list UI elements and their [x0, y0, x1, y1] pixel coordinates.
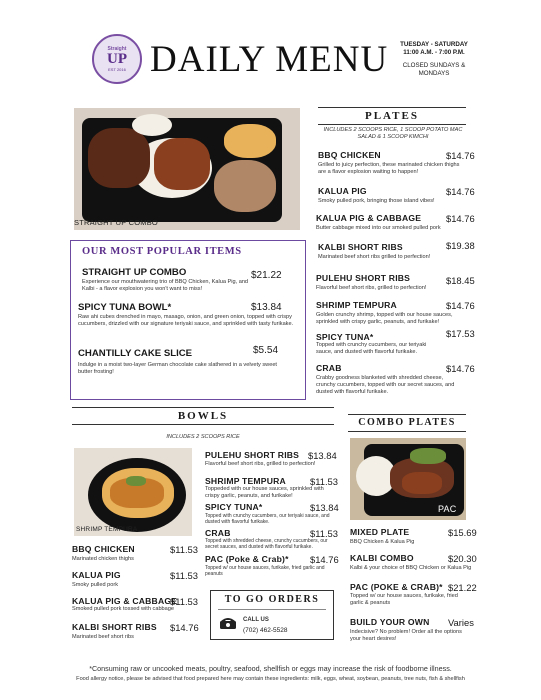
combo-item-desc: BBQ Chicken & Kalua Pig [350, 539, 415, 545]
plate-item-name: SHRIMP TEMPURA [316, 300, 397, 310]
combo-heading: COMBO PLATES [358, 417, 456, 428]
hero-photo [74, 108, 300, 230]
plates-rule-bottom [318, 124, 466, 125]
bowl-item-price: $13.84 [310, 502, 339, 513]
bowl-item-price: $14.76 [310, 554, 339, 565]
combo-item-price: $21.22 [448, 582, 477, 593]
bowl-item-name: PAC (Poke & Crab)* [205, 554, 289, 564]
bowl-item-price: $11.53 [170, 596, 198, 607]
combo-item-desc: Indecisive? No problem! Order all the options your heart desires! [350, 629, 462, 642]
logo-sub-text: EST 2016 [108, 67, 126, 72]
footer-warning: *Consuming raw or uncooked meats, poultry, seafood, shellfish or eggs may increase the risk of foodborne illness. [89, 664, 452, 673]
bowls-photo [74, 448, 192, 536]
combo-item-name: PAC (POKE & CRAB)* [350, 582, 443, 592]
plate-item-price: $14.76 [446, 186, 475, 197]
bowl-item-price: $11.53 [310, 528, 338, 539]
popular-item-desc: Indulge in a moist two-layer German chocolate cake slathered in a velvety sweet butter frosting! [78, 362, 277, 375]
bowl-item-desc: Marinated chicken thighs [72, 556, 134, 562]
plate-item-price: $14.76 [446, 300, 475, 311]
bowl-item-desc: Toppeded with our house sauces, sprinkled with crispy garlic, peanuts, and furikake! [205, 486, 324, 499]
combo-item-desc: Kalbi & your choice of BBQ Chicken or Kalua Pig [350, 565, 472, 571]
plate-item-name: BBQ CHICKEN [318, 150, 381, 160]
combo-item-desc: Topped w/ our house sauces, furikake, fried garlic & peanuts [350, 593, 458, 606]
open-days: TUESDAY - SATURDAY [400, 41, 468, 48]
bowls-includes: INCLUDES 2 SCOOPS RICE [166, 434, 240, 440]
bowl-item-name: CRAB [205, 528, 231, 538]
hero-caption: STRAIGHT UP COMBO [74, 218, 158, 227]
popular-item-desc: Raw ahi cubes drenched in mayo, masago, onion, and green onion, topped with crispy cucumbers, drizzled with our signature teriyaki sauce, and sprinkled with tasty furikake. [78, 314, 294, 327]
plate-item-name: SPICY TUNA* [316, 332, 374, 342]
combo-item-price: $20.30 [448, 553, 477, 564]
open-hours: 11:00 A.M. - 7:00 P.M. [403, 49, 465, 56]
plate-item-desc: Butter cabbage mixed into our smoked pulled pork [316, 225, 441, 231]
plate-item-price: $18.45 [446, 275, 475, 286]
plate-item-price: $14.76 [446, 363, 475, 374]
combo-item-price: $15.69 [448, 527, 477, 538]
plate-item-price: $14.76 [446, 213, 475, 224]
plate-item-name: KALUA PIG [318, 186, 367, 196]
page-title: DAILY MENU [150, 39, 389, 80]
bowls-rule-top [72, 407, 334, 408]
bowl-item-desc: Topped with shredded cheese, crunchy cucumbers, our secret sauces, and dusted with flavorful furikake. [205, 538, 328, 550]
popular-item-desc: Experience our mouthwatering trio of BBQ Chicken, Kalua Pig, and Kalbi - a flavor explosion you won't want to miss! [82, 279, 249, 292]
plate-item-desc: Crabby goodness blanketed with shredded cheese, crunchy cucumbers, topped with our secret sauces, and dusted with flavorful furikake. [316, 375, 455, 395]
bowl-item-name: SPICY TUNA* [205, 502, 263, 512]
combo-item-name: BUILD YOUR OWN [350, 617, 430, 627]
bowl-item-desc: Topped w/ our house sauces, furikake, fried garlic and peanuts [205, 565, 325, 577]
plate-item-name: KALBI SHORT RIBS [318, 242, 403, 252]
hours-block [388, 41, 480, 57]
bowl-item-name: KALBI SHORT RIBS [72, 622, 157, 632]
bowl-item-price: $14.76 [170, 622, 199, 633]
phone-number-link[interactable]: (702) 462-5528 [243, 627, 288, 634]
logo-top-text: Straight [107, 46, 127, 52]
popular-item-name: SPICY TUNA BOWL* [78, 302, 172, 313]
combo-item-price: Varies [448, 617, 474, 628]
logo [92, 34, 142, 84]
bowls-photo-caption: SHRIMP TEMPURA [76, 526, 138, 533]
bowl-item-name: KALUA PIG & CABBAGE [72, 596, 178, 606]
bowl-item-name: BBQ CHICKEN [72, 544, 135, 554]
combo-photo-caption: PAC [438, 504, 457, 514]
popular-item-name: CHANTILLY CAKE SLICE [78, 348, 193, 359]
plate-item-desc: Smoky pulled pork, bringing those island vibes! [318, 198, 435, 204]
footer-allergy: Food allergy notice, please be advised that food prepared here may contain these ingredients: milk, eggs, wheat, soybean, peanuts, tree nuts, fish & shellfish [76, 676, 465, 682]
plate-item-price: $17.53 [446, 328, 475, 339]
bowl-item-price: $13.84 [308, 450, 337, 461]
plate-item-desc: Topped with crunchy cucumbers, our teriyaki sauce, and dusted with flavorful furikake. [316, 342, 427, 355]
bowl-item-name: SHRIMP TEMPURA [205, 476, 286, 486]
bowl-item-desc: Smoked pulled pork tossed with cabbage [72, 606, 174, 612]
bowls-rule-bottom [72, 424, 334, 425]
plates-includes: INCLUDES 2 SCOOPS RICE, 1 SCOOP POTATO MAC SALAD & 1 SCOOP KIMCHI [323, 127, 463, 140]
bowl-item-desc: Smoky pulled pork [72, 582, 119, 588]
plates-rule-top [318, 107, 466, 108]
bowl-item-desc: Topped with crunchy cucumbers, our teriyaki sauce, and dusted with flavorful furikake. [205, 513, 330, 525]
plate-item-price: $14.76 [446, 150, 475, 161]
plate-item-name: CRAB [316, 363, 342, 373]
combo-item-name: KALBI COMBO [350, 553, 414, 563]
bowl-item-price: $11.53 [310, 476, 338, 487]
popular-item-price: $21.22 [251, 270, 282, 281]
bowl-item-desc: Marinated beef short ribs [72, 634, 134, 640]
popular-item-price: $13.84 [251, 302, 282, 313]
bowls-heading: BOWLS [177, 410, 229, 422]
popular-item-name: STRAIGHT UP COMBO [82, 267, 187, 278]
phone-icon [219, 616, 237, 630]
togo-rule [218, 609, 326, 610]
logo-main-text: UP [107, 51, 127, 67]
closed-days: CLOSED SUNDAYS & MONDAYS [402, 62, 466, 77]
bowl-item-name: PULEHU SHORT RIBS [205, 450, 300, 460]
plates-heading: PLATES [365, 110, 419, 122]
bowl-item-name: KALUA PIG [72, 570, 121, 580]
bowl-item-price: $11.53 [170, 544, 198, 555]
plate-item-desc: Marinated beef short ribs grilled to perfection! [318, 254, 431, 260]
plate-item-desc: Grilled to juicy perfection, these marinated chicken thighs are a flavor explosion waiting to happen! [318, 162, 460, 175]
togo-heading: TO GO ORDERS [224, 594, 320, 605]
bowl-item-desc: Flavorful beef short ribs, grilled to perfection! [205, 461, 316, 467]
combo-item-name: MIXED PLATE [350, 527, 410, 537]
plate-item-desc: Flavorful beef short ribs, grilled to perfection! [316, 285, 427, 291]
plate-item-name: PULEHU SHORT RIBS [316, 273, 411, 283]
bowl-item-price: $11.53 [170, 570, 198, 581]
plate-item-name: KALUA PIG & CABBAGE [316, 213, 422, 223]
plate-item-price: $19.38 [446, 240, 475, 251]
popular-heading: OUR MOST POPULAR ITEMS [82, 246, 242, 257]
call-us-label: CALL US [243, 617, 269, 623]
plate-item-desc: Golden crunchy shrimp, topped with our house sauces, sprinkled with crispy garlic, peanuts, and furikake! [316, 312, 453, 325]
popular-item-price: $5.54 [253, 345, 279, 356]
